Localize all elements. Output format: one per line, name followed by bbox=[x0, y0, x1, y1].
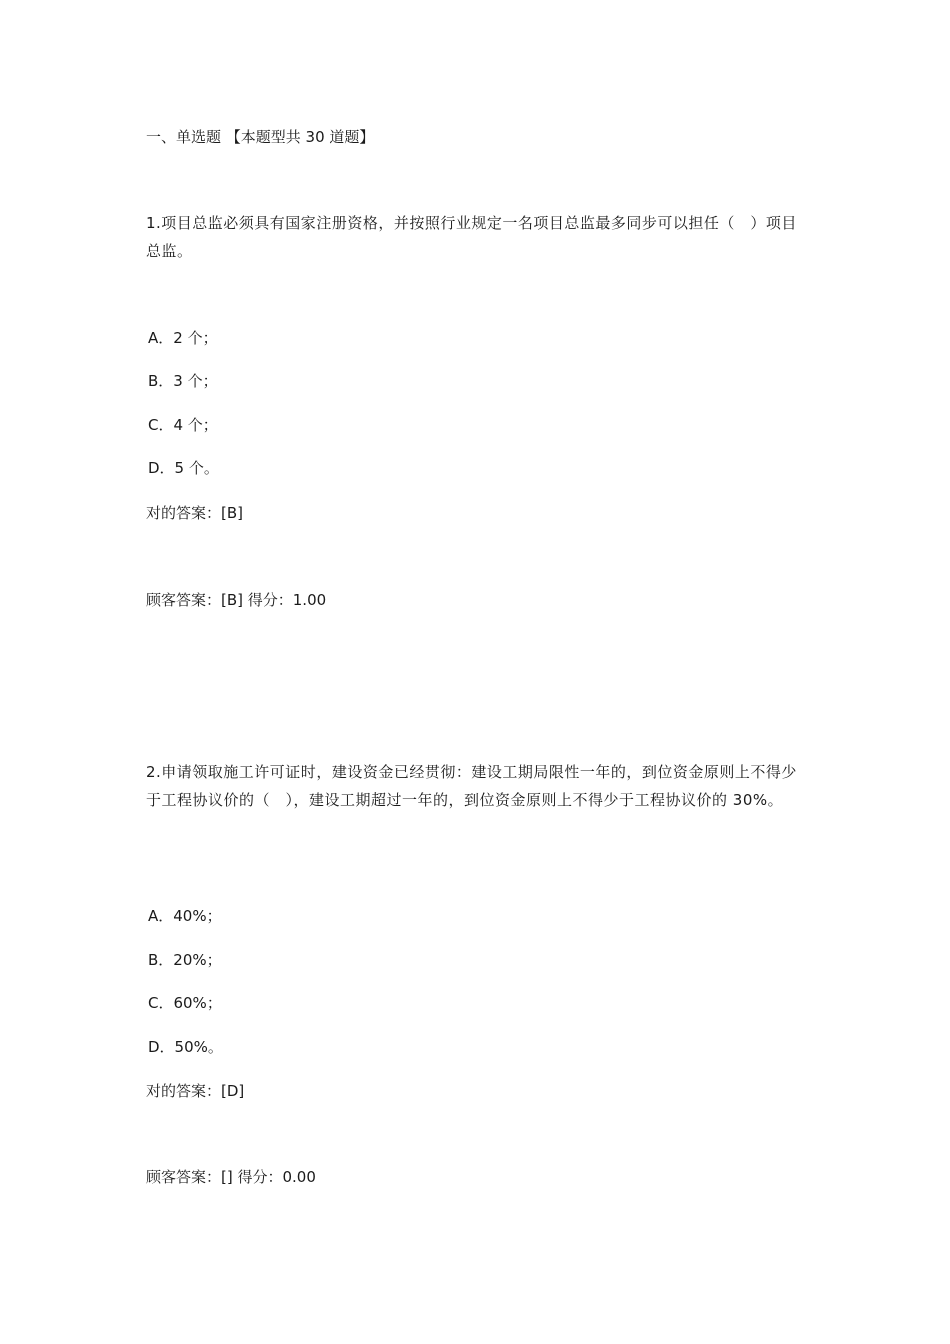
question-1-option-b: B．3 个； bbox=[148, 372, 218, 390]
question-2-option-b: B．20%； bbox=[148, 951, 222, 969]
question-1-option-c: C．4 个； bbox=[148, 416, 218, 434]
question-2-customer-answer: 顾客答案：[] 得分：0.00 bbox=[146, 1168, 316, 1186]
question-2-option-a: A．40%； bbox=[148, 907, 222, 925]
question-2-option-d: D．50%。 bbox=[148, 1038, 223, 1056]
question-2-text: 2.申请领取施工许可证时，建设资金已经贯彻：建设工期局限性一年的，到位资金原则上不得少于工程协议价的（ ），建设工期超过一年的，到位资金原则上不得少于工程协议价的 30%。 bbox=[146, 763, 797, 809]
question-1-option-a: A．2 个； bbox=[148, 329, 218, 347]
question-2-option-c: C．60%； bbox=[148, 994, 222, 1012]
question-1-correct-answer: 对的答案：[B] bbox=[146, 504, 243, 522]
section-heading: 一、单选题 【本题型共 30 道题】 bbox=[146, 128, 375, 146]
question-1-customer-answer: 顾客答案：[B] 得分：1.00 bbox=[146, 591, 327, 609]
question-1-option-d: D．5 个。 bbox=[148, 459, 219, 477]
question-1-text: 1.项目总监必须具有国家注册资格，并按照行业规定一名项目总监最多同步可以担任（ ）项目总监。 bbox=[146, 214, 797, 260]
question-2-correct-answer: 对的答案：[D] bbox=[146, 1082, 245, 1100]
